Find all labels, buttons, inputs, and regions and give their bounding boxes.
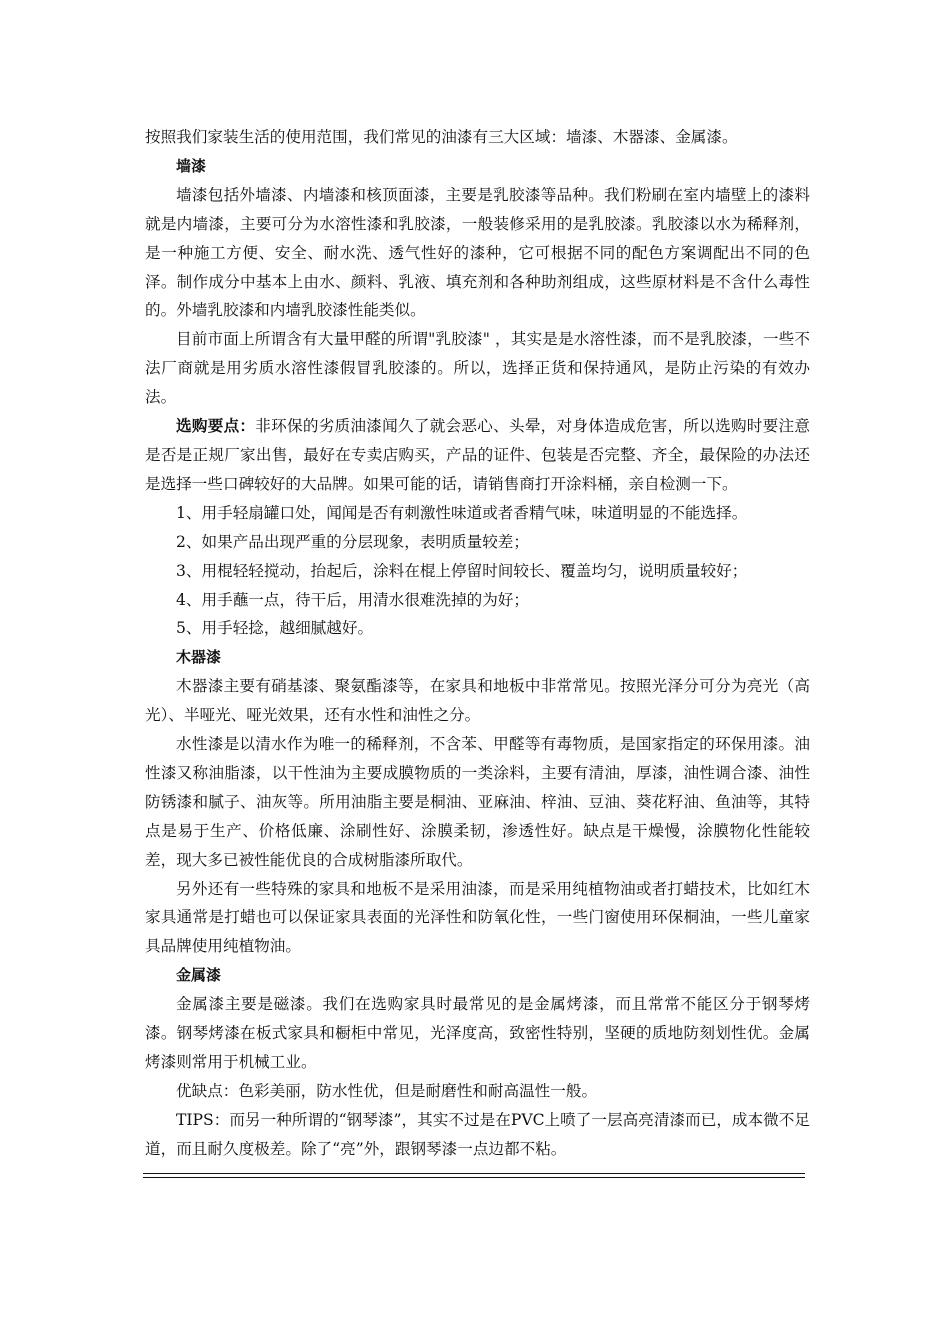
paragraph: 金属漆主要是磁漆。我们在选购家具时最常见的是金属烤漆，而且常常不能区分于钢琴烤漆。钢琴烤漆在板式家具和橱柜中常见，光泽度高，致密性特别，坚硬的质地防刻划性优。金属烤漆则常用于机械工业。 bbox=[145, 995, 810, 1071]
list-item: 1、用手轻扇罐口处，闻闻是否有刺激性味道或者香精气味，味道明显的不能选择。 bbox=[176, 503, 748, 522]
buying-tips-text: 非环保的劣质油漆闻久了就会恶心、头晕，对身体造成危害，所以选购时要注意是否是正规厂家出售，最好在专卖店购买，产品的证件、包装是否完整、齐全，最保险的办法还是选择一些口碑较好的大品牌。如果可能的话，请销售商打开涂料桶，亲自检测一下。 bbox=[145, 417, 810, 493]
buying-tips-paragraph bbox=[145, 412, 810, 499]
paragraph: 水性漆是以清水作为唯一的稀释剂，不含苯、甲醛等有毒物质，是国家指定的环保用漆。油性漆又称油脂漆，以干性油为主要成膜物质的一类涂料，主要有清油，厚漆，油性调合漆、油性防锈漆和腻子、油灰等。所用油脂主要是桐油、亚麻油、梓油、豆油、葵花籽油、鱼油等，其特点是易于生产、价格低廉、涂刷性好、涂膜柔韧，渗透性好。缺点是干燥慢，涂膜物化性能较差，现大多已被性能优良的合成树脂漆所取代。 bbox=[145, 735, 810, 869]
list-item: 4、用手蘸一点，待干后，用清水很难洗掉的为好； bbox=[176, 590, 529, 609]
paragraph: 另外还有一些特殊的家具和地板不是采用油漆，而是采用纯植物油或者打蜡技术，比如红木家具通常是打蜡也可以保证家具表面的光泽性和防氧化性，一些门窗使用环保桐油，一些儿童家具品牌使用纯植物油。 bbox=[145, 879, 810, 956]
paragraph: 墙漆包括外墙漆、内墙漆和核顶面漆，主要是乳胶漆等品种。我们粉刷在室内墙壁上的漆料就是内墙漆，主要可分为水溶性漆和乳胶漆，一般装修采用的是乳胶漆。乳胶漆以水为稀释剂，是一种施工方便、安全、耐水洗、透气性好的漆种，它可根据不同的配色方案调配出不同的色泽。制作成分中基本上由水、颜料、乳液、填充剂和各种助剂组成，这些原材料是不含什么毒性的。外墙乳胶漆和内墙乳胶漆性能类似。 bbox=[145, 185, 810, 320]
intro-paragraph: 按照我们家装生活的使用范围，我们常见的油漆有三大区域：墙漆、木器漆、金属漆。 bbox=[145, 128, 738, 146]
footer-rule-top bbox=[143, 1173, 805, 1174]
paragraph: 木器漆主要有硝基漆、聚氨酯漆等，在家具和地板中非常常见。按照光泽分可分为亮光（高光）、半哑光、哑光效果，还有水性和油性之分。 bbox=[145, 677, 810, 725]
list-item: 2、如果产品出现严重的分层现象，表明质量较差； bbox=[176, 532, 529, 551]
section-heading-metal-paint: 金属漆 bbox=[176, 966, 222, 985]
list-item: 3、用棍轻轻搅动，抬起后，涂料在棍上停留时间较长、覆盖均匀，说明质量较好； bbox=[176, 561, 748, 580]
section-heading-wood-paint: 木器漆 bbox=[176, 648, 222, 667]
footer-rule-bottom bbox=[143, 1177, 805, 1178]
section-heading-wall-paint: 墙漆 bbox=[176, 156, 207, 175]
buying-tips-lead: 选购要点： bbox=[176, 417, 256, 436]
paragraph: 优缺点：色彩美丽，防水性优，但是耐磨性和耐高温性一般。 bbox=[176, 1081, 598, 1100]
tips-paragraph: TIPS：而另一种所谓的“钢琴漆”，其实不过是在PVC上喷了一层高亮清漆而已，成本微不足道，而且耐久度极差。除了“亮”外，跟钢琴漆一点边都不粘。 bbox=[145, 1110, 810, 1158]
list-item: 5、用手轻捻，越细腻越好。 bbox=[176, 619, 374, 638]
article-body bbox=[145, 123, 810, 1164]
paragraph: 目前市面上所谓含有大量甲醛的所谓"乳胶漆" ，其实是是水溶性漆，而不是乳胶漆，一些不法厂商就是用劣质水溶性漆假冒乳胶漆的。所以，选择正货和保持通风，是防止污染的有效办法。 bbox=[145, 330, 810, 407]
